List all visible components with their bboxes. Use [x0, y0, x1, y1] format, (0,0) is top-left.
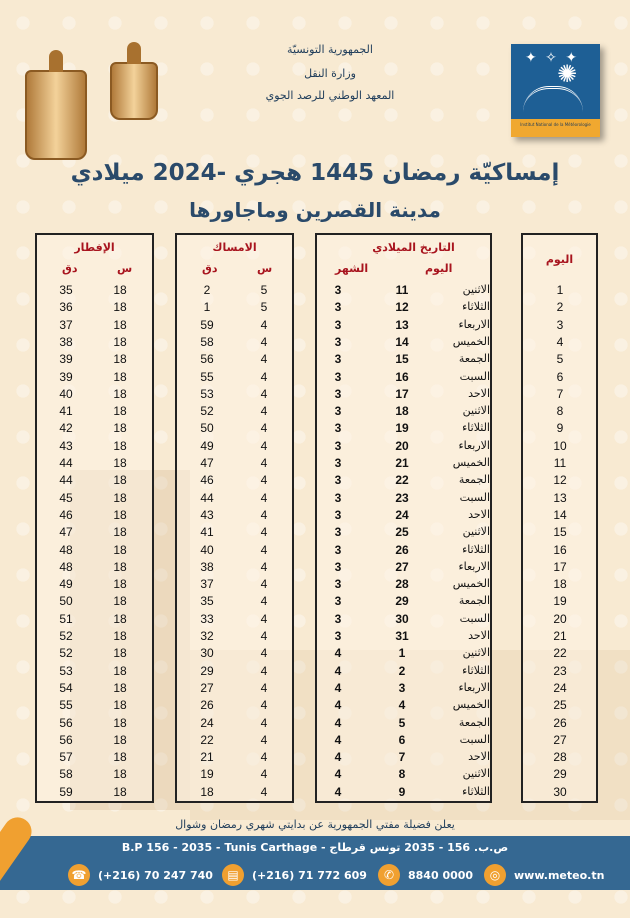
month-cell: 3	[334, 334, 342, 349]
gregorian-day-cell: 15	[395, 352, 409, 367]
iftar-hour-cell: 18	[113, 438, 127, 453]
iftar-minute-cell: 56	[59, 715, 73, 730]
iftar-hour-cell: 18	[113, 369, 127, 384]
imsak-minute-cell: 37	[200, 577, 214, 592]
iftar-hour-cell: 18	[113, 473, 127, 488]
weekday-cell: الاربعاء	[458, 317, 490, 331]
weekday-cell: الجمعة	[458, 594, 490, 608]
ramadan-day-cell: 5	[556, 352, 564, 367]
weekday-cell: الاثنين	[462, 646, 490, 660]
imsak-hour-cell: 4	[260, 334, 268, 349]
imsak-hour-cell: 4	[260, 594, 268, 609]
imsak-hour-cell: 4	[260, 611, 268, 626]
fax-number: (+216) 71 772 609	[252, 868, 367, 882]
weekday-cell: الثلاثاء	[462, 300, 490, 314]
imsak-minute-cell: 52	[200, 404, 214, 419]
imsak-hour-cell: 4	[260, 404, 268, 419]
gregorian-day-cell: 5	[398, 715, 406, 730]
month-cell: 3	[334, 559, 342, 574]
ramadan-day-cell: 15	[553, 525, 567, 540]
iftar-minute-cell: 45	[59, 490, 73, 505]
imsak-minute-cell: 33	[200, 611, 214, 626]
imsak-hour-cell: 4	[260, 438, 268, 453]
ramadan-day-cell: 27	[553, 732, 567, 747]
gregorian-day-cell: 27	[395, 559, 409, 574]
gregorian-day-cell: 28	[395, 577, 409, 592]
month-cell: 4	[334, 784, 342, 799]
imsak-minute-cell: 58	[200, 334, 214, 349]
weekday-cell: الاثنين	[462, 525, 490, 539]
iftar-hour-cell: 18	[113, 559, 127, 574]
imsak-hour-cell: 4	[260, 507, 268, 522]
imsak-minute-cell: 47	[200, 456, 214, 470]
imsak-hour-cell: 4	[260, 525, 268, 540]
gregorian-day-cell: 17	[395, 386, 409, 401]
iftar-minute-cell: 43	[59, 438, 73, 453]
imsak-minute-cell: 21	[200, 750, 214, 765]
month-cell: 3	[334, 352, 342, 367]
ramadan-day-cell: 18	[553, 577, 567, 592]
iftar-hour-cell: 18	[113, 456, 127, 470]
iftar-minute-cell: 56	[59, 732, 73, 747]
month-cell: 3	[334, 473, 342, 488]
iftar-minute-cell: 52	[59, 629, 73, 643]
iftar-hour-cell: 18	[113, 715, 127, 730]
month-cell: 3	[334, 317, 342, 332]
weekday-cell: الاربعاء	[458, 438, 490, 452]
ramadan-day-cell: 2	[556, 300, 564, 315]
ramadan-day-cell: 19	[553, 594, 567, 609]
stars-icon: ✦ ✧ ✦	[525, 50, 580, 66]
fax-contact[interactable]	[222, 864, 367, 886]
weekday-cell: الاربعاء	[458, 680, 490, 694]
page-title: إمساكيّة رمضان 1445 هجري -2024 ميلادي	[70, 160, 560, 186]
imsak-hour-cell: 4	[260, 715, 268, 730]
ramadan-day-cell: 22	[553, 646, 567, 661]
gregorian-day-cell: 12	[395, 300, 409, 315]
imsak-hour-cell: 4	[260, 559, 268, 574]
iftar-minute-cell: 46	[59, 507, 73, 522]
gregorian-day-cell: 24	[395, 507, 409, 522]
imsak-minute-cell: 56	[200, 352, 214, 367]
gregorian-day-cell: 19	[395, 421, 409, 436]
iftar-minute-cell: 51	[59, 611, 73, 626]
imsak-hour-cell: 4	[260, 767, 268, 782]
iftar-header: الإفطار	[74, 241, 115, 254]
iftar-minute-cell: 39	[59, 369, 73, 384]
imsak-minute-cell: 49	[200, 438, 214, 453]
month-cell: 4	[334, 680, 342, 695]
gregorian-day-cell: 25	[395, 525, 409, 540]
website-url: www.meteo.tn	[514, 868, 605, 882]
month-cell: 4	[334, 732, 342, 747]
ramadan-day-cell: 9	[556, 421, 564, 436]
weekday-cell: الثلاثاء	[462, 784, 490, 798]
iftar-minute-cell: 44	[59, 473, 73, 488]
logo-caption: Institut National de la Météorologie	[511, 119, 600, 137]
iftar-minute-cell: 40	[59, 386, 73, 401]
weekday-cell: الاثنين	[462, 283, 490, 296]
imsak-minute-cell: 30	[200, 646, 214, 661]
month-cell: 3	[334, 283, 342, 297]
ramadan-day-cell: 21	[553, 629, 567, 643]
iftar-minute-cell: 49	[59, 577, 73, 592]
imsak-minute-cell: 35	[200, 594, 214, 609]
iftar-minute-cell: 48	[59, 542, 73, 557]
month-cell: 3	[334, 507, 342, 522]
ramadan-day-header: اليوم	[545, 253, 574, 266]
imsak-hour-header: س	[257, 262, 273, 275]
imsak-hour-cell: 4	[260, 352, 268, 367]
imsak-header: الامساك	[212, 241, 257, 254]
waves-icon	[523, 86, 583, 112]
weekday-header: اليوم	[425, 262, 453, 275]
imsak-minute-cell: 2	[203, 283, 211, 297]
iftar-minute-cell: 37	[59, 317, 73, 332]
weekday-cell: الخميس	[452, 698, 490, 712]
month-cell: 3	[334, 542, 342, 557]
ramadan-day-cell: 10	[553, 438, 567, 453]
weekday-cell: الاثنين	[462, 767, 490, 781]
weekday-cell: الخميس	[452, 577, 490, 591]
iftar-hour-header: س	[117, 262, 133, 275]
gregorian-day-cell: 26	[395, 542, 409, 557]
iftar-minute-cell: 44	[59, 456, 73, 470]
gregorian-day-cell: 29	[395, 594, 409, 609]
imsak-minute-cell: 26	[200, 698, 214, 713]
weekday-cell: السبت	[459, 369, 490, 383]
iftar-hour-cell: 18	[113, 750, 127, 765]
gregorian-day-cell: 31	[395, 629, 409, 643]
iftar-minute-cell: 59	[59, 784, 73, 799]
iftar-minute-cell: 36	[59, 300, 73, 315]
gregorian-day-cell: 8	[398, 767, 406, 782]
imsak-hour-cell: 4	[260, 698, 268, 713]
imsak-hour-cell: 4	[260, 456, 268, 470]
imsak-minute-cell: 1	[203, 300, 211, 315]
website-link[interactable]	[484, 864, 604, 886]
iftar-hour-cell: 18	[113, 767, 127, 782]
gregorian-day-cell: 4	[398, 698, 406, 713]
ramadan-day-cell: 3	[556, 317, 564, 332]
imsak-minute-cell: 40	[200, 542, 214, 557]
imsak-hour-cell: 4	[260, 577, 268, 592]
iftar-hour-cell: 18	[113, 525, 127, 540]
iftar-minute-cell: 50	[59, 594, 73, 609]
imsak-minute-cell: 41	[200, 525, 214, 540]
gregorian-day-cell: 2	[398, 663, 406, 678]
iftar-hour-cell: 18	[113, 646, 127, 661]
month-cell: 4	[334, 750, 342, 765]
iftar-hour-cell: 18	[113, 577, 127, 592]
imsak-hour-cell: 4	[260, 473, 268, 488]
iftar-hour-cell: 18	[113, 404, 127, 419]
iftar-minute-header: دق	[62, 262, 78, 275]
ramadan-day-cell: 1	[556, 283, 564, 297]
month-cell: 3	[334, 369, 342, 384]
gregorian-day-cell: 20	[395, 438, 409, 453]
iftar-hour-cell: 18	[113, 490, 127, 505]
imsak-minute-cell: 43	[200, 507, 214, 522]
iftar-minute-cell: 39	[59, 352, 73, 367]
imsak-minute-cell: 22	[200, 732, 214, 747]
month-cell: 3	[334, 386, 342, 401]
iftar-hour-cell: 18	[113, 283, 127, 297]
ramadan-day-cell: 24	[553, 680, 567, 695]
month-cell: 3	[334, 611, 342, 626]
month-cell: 4	[334, 698, 342, 713]
imsak-hour-cell: 4	[260, 369, 268, 384]
ramadan-day-cell: 28	[553, 750, 567, 765]
weekday-cell: الاربعاء	[458, 559, 490, 573]
imsak-hour-cell: 5	[260, 300, 268, 315]
month-cell: 3	[334, 404, 342, 419]
month-cell: 4	[334, 767, 342, 782]
month-cell: 3	[334, 577, 342, 592]
institute-label: المعهد الوطني للرصد الجوي	[265, 89, 395, 102]
imsak-minute-cell: 24	[200, 715, 214, 730]
ramadan-day-cell: 16	[553, 542, 567, 557]
weekday-cell: الخميس	[452, 334, 490, 348]
ramadan-day-cell: 12	[553, 473, 567, 488]
iftar-hour-cell: 18	[113, 334, 127, 349]
iftar-hour-cell: 18	[113, 594, 127, 609]
ramadan-day-cell: 26	[553, 715, 567, 730]
weekday-cell: الجمعة	[458, 473, 490, 487]
month-cell: 3	[334, 629, 342, 643]
imsak-minute-cell: 18	[200, 784, 214, 799]
month-header: الشهر	[335, 262, 369, 275]
sun-icon: ✺	[557, 60, 578, 88]
iftar-hour-cell: 18	[113, 386, 127, 401]
imsak-hour-cell: 4	[260, 386, 268, 401]
phone-contact[interactable]	[68, 864, 213, 886]
gregorian-day-cell: 11	[395, 283, 409, 297]
ramadan-day-cell: 4	[556, 334, 564, 349]
imsak-hour-cell: 4	[260, 784, 268, 799]
imsak-hour-cell: 5	[260, 283, 268, 297]
inm-logo	[511, 44, 600, 137]
imsak-minute-cell: 44	[200, 490, 214, 505]
imsak-minute-cell: 32	[200, 629, 214, 643]
month-cell: 3	[334, 300, 342, 315]
globe-icon: ◎	[484, 864, 506, 886]
imsak-hour-cell: 4	[260, 542, 268, 557]
iftar-minute-cell: 47	[59, 525, 73, 540]
iftar-minute-cell: 54	[59, 680, 73, 695]
ramadan-day-cell: 25	[553, 698, 567, 713]
mufti-note: يعلن فضيلة مفتي الجمهورية عن بدايتي شهري رمضان وشوال	[175, 818, 455, 831]
gregorian-day-cell: 14	[395, 334, 409, 349]
weekday-cell: الاحد	[468, 629, 490, 642]
gregorian-day-cell: 16	[395, 369, 409, 384]
iftar-hour-cell: 18	[113, 611, 127, 626]
ministry-label: وزارة النقل	[304, 67, 356, 80]
gregorian-day-cell: 9	[398, 784, 406, 799]
month-cell: 3	[334, 594, 342, 609]
imsak-minute-cell: 55	[200, 369, 214, 384]
iftar-hour-cell: 18	[113, 421, 127, 436]
gregorian-header: التاريخ الميلادي	[372, 241, 455, 254]
iftar-hour-cell: 18	[113, 680, 127, 695]
imsak-minute-cell: 59	[200, 317, 214, 332]
gregorian-day-cell: 23	[395, 490, 409, 505]
iftar-hour-cell: 18	[113, 300, 127, 315]
iftar-minute-cell: 48	[59, 559, 73, 574]
iftar-minute-cell: 58	[59, 767, 73, 782]
weekday-cell: الاحد	[468, 386, 490, 400]
iftar-hour-cell: 18	[113, 542, 127, 557]
weekday-cell: الخميس	[452, 456, 490, 469]
iftar-minute-cell: 53	[59, 663, 73, 678]
address: B.P 156 - 2035 - Tunis Carthage - ص.ب. 156 - 2035 تونس قرطاج	[121, 841, 509, 854]
month-cell: 3	[334, 525, 342, 540]
imsak-minute-cell: 50	[200, 421, 214, 436]
republic-label: الجمهورية التونسيّة	[287, 43, 373, 56]
iftar-minute-cell: 57	[59, 750, 73, 765]
hotline-contact[interactable]	[378, 864, 473, 886]
month-cell: 4	[334, 663, 342, 678]
lantern-left	[25, 70, 87, 160]
iftar-hour-cell: 18	[113, 629, 127, 643]
imsak-minute-cell: 53	[200, 386, 214, 401]
fax-icon: ▤	[222, 864, 244, 886]
iftar-hour-cell: 18	[113, 352, 127, 367]
iftar-hour-cell: 18	[113, 507, 127, 522]
weekday-cell: الجمعة	[458, 715, 490, 729]
gregorian-day-cell: 30	[395, 611, 409, 626]
imsak-hour-cell: 4	[260, 490, 268, 505]
ramadan-day-cell: 23	[553, 663, 567, 678]
month-cell: 3	[334, 456, 342, 470]
page-subtitle: مدينة القصرين وماجاورها	[189, 198, 441, 222]
month-cell: 3	[334, 421, 342, 436]
iftar-minute-cell: 52	[59, 646, 73, 661]
iftar-minute-cell: 41	[59, 404, 73, 419]
imsak-hour-cell: 4	[260, 732, 268, 747]
month-cell: 3	[334, 438, 342, 453]
month-cell: 3	[334, 490, 342, 505]
imsak-hour-cell: 4	[260, 629, 268, 643]
weekday-cell: السبت	[459, 611, 490, 625]
ramadan-day-cell: 30	[553, 784, 567, 799]
ramadan-day-cell: 7	[556, 386, 564, 401]
weekday-cell: الثلاثاء	[462, 542, 490, 556]
telephone-icon: ☎	[68, 864, 90, 886]
ramadan-day-cell: 29	[553, 767, 567, 782]
gregorian-day-cell: 21	[395, 456, 409, 470]
gregorian-day-cell: 18	[395, 404, 409, 419]
imsak-hour-cell: 4	[260, 663, 268, 678]
imsak-minute-cell: 38	[200, 559, 214, 574]
iftar-hour-cell: 18	[113, 732, 127, 747]
ramadan-day-cell: 8	[556, 404, 564, 419]
lantern-right	[110, 62, 158, 120]
iftar-hour-cell: 18	[113, 663, 127, 678]
iftar-minute-cell: 38	[59, 334, 73, 349]
phone-number: (+216) 70 247 740	[98, 868, 213, 882]
iftar-minute-cell: 55	[59, 698, 73, 713]
iftar-hour-cell: 18	[113, 784, 127, 799]
weekday-cell: الثلاثاء	[462, 421, 490, 435]
ramadan-day-cell: 20	[553, 611, 567, 626]
weekday-cell: السبت	[459, 732, 490, 746]
imsak-hour-cell: 4	[260, 646, 268, 661]
gregorian-day-cell: 3	[398, 680, 406, 695]
gregorian-day-cell: 13	[395, 317, 409, 332]
imsak-minute-cell: 19	[200, 767, 214, 782]
iftar-hour-cell: 18	[113, 698, 127, 713]
imsak-minute-cell: 29	[200, 663, 214, 678]
gregorian-day-cell: 22	[395, 473, 409, 488]
weekday-cell: الاحد	[468, 750, 490, 764]
ramadan-day-cell: 13	[553, 490, 567, 505]
imsak-hour-cell: 4	[260, 421, 268, 436]
iftar-minute-cell: 35	[59, 283, 73, 297]
ramadan-day-cell: 14	[553, 507, 567, 522]
weekday-cell: الثلاثاء	[462, 663, 490, 677]
imsak-hour-cell: 4	[260, 680, 268, 695]
gregorian-day-cell: 7	[398, 750, 406, 765]
gregorian-day-cell: 1	[398, 646, 406, 661]
imsak-minute-header: دق	[202, 262, 218, 275]
month-cell: 4	[334, 715, 342, 730]
imsak-minute-cell: 46	[200, 473, 214, 488]
gregorian-day-cell: 6	[398, 732, 406, 747]
ramadan-day-cell: 11	[553, 456, 567, 470]
phone-bubble-icon: ✆	[378, 864, 400, 886]
iftar-minute-cell: 42	[59, 421, 73, 436]
weekday-cell: الاثنين	[462, 404, 490, 418]
iftar-hour-cell: 18	[113, 317, 127, 332]
month-cell: 4	[334, 646, 342, 661]
ramadan-day-cell: 17	[553, 559, 567, 574]
weekday-cell: الاحد	[468, 507, 490, 521]
imsak-minute-cell: 27	[200, 680, 214, 695]
hotline-number: 8840 0000	[408, 868, 474, 882]
weekday-cell: السبت	[459, 490, 490, 504]
imsak-hour-cell: 4	[260, 317, 268, 332]
imsak-hour-cell: 4	[260, 750, 268, 765]
ramadan-day-cell: 6	[556, 369, 564, 384]
weekday-cell: الجمعة	[458, 352, 490, 366]
